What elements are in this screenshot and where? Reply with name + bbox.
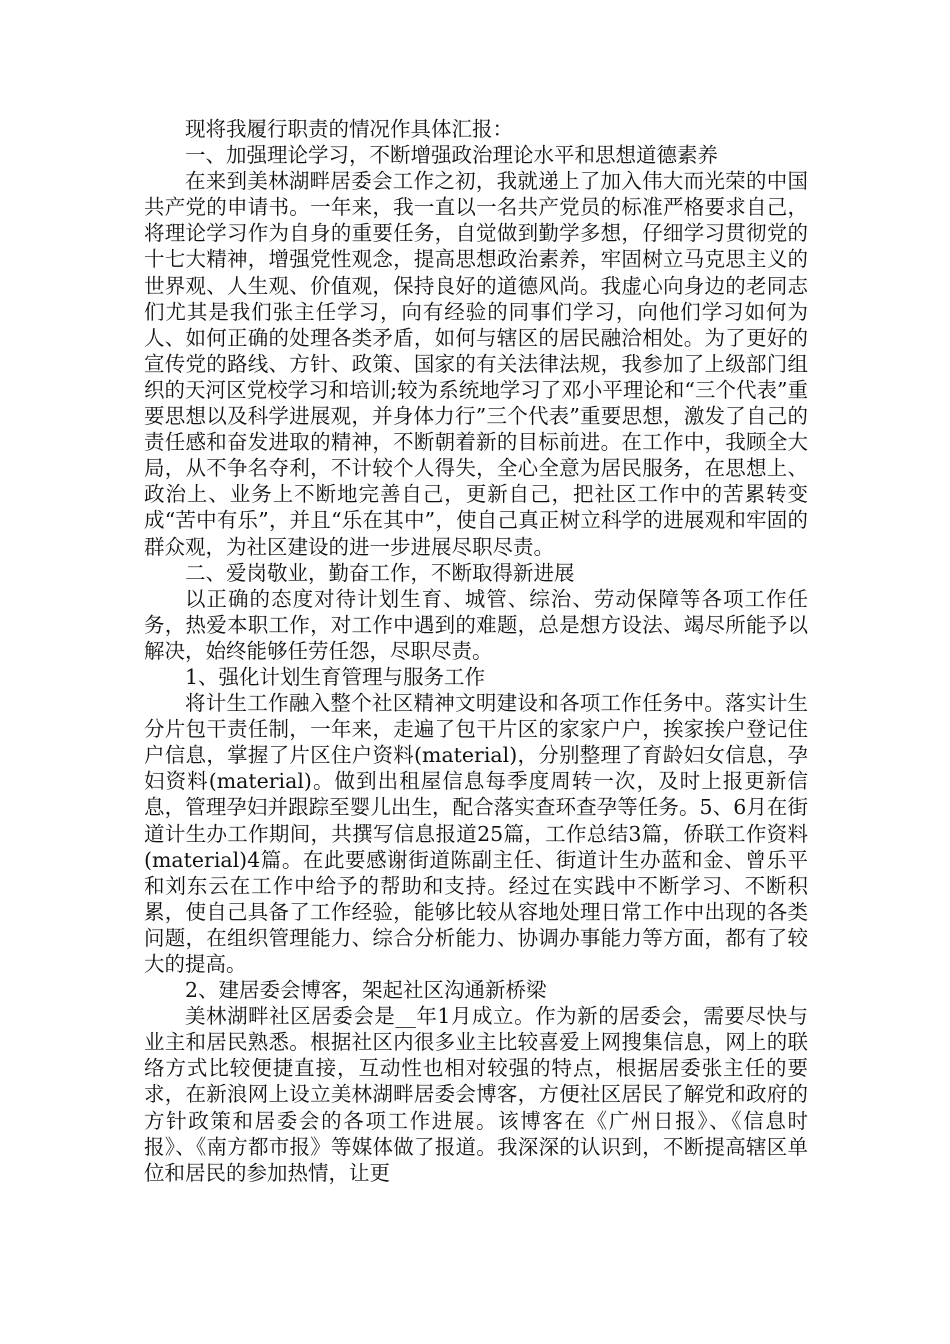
subsection-heading-1: 1、强化计划生育管理与服务工作 [185,664,486,689]
body-paragraph: 将计生工作融入整个社区精神文明建设和各项工作任务中。落实计生分片包干责任制，一年来，走遍了包干片区的家家户户，挨家挨户登记住户信息，掌握了片区住户资料(material)，分别整理了育龄妇女信息，孕妇资料(material)。做到出租屋信息每季度周转一次，及时上报更新信息，管理孕妇并跟踪至婴儿出生，配合落实查环查孕等任务。5、6月在街道计生办工作期间，共撰写信息报道25篇，工作总结3篇，侨联工作资料(material)4篇。在此要感谢街道陈副主任、街道计生办蓝和金、曾乐平和刘东云在工作中给予的帮助和支持。经过在实践中不断学习、不断积累，使自己具备了工作经验，能够比较从容地处理日常工作中出现的各类问题，在组织管理能力、综合分析能力、协调办事能力等方面，都有了较大的提高。 [144,691,808,976]
body-paragraph: 以正确的态度对待计划生育、城管、综治、劳动保障等各项工作任务，热爱本职工作，对工作中遇到的难题，总是想方设法、竭尽所能予以解决，始终能够任劳任怨，尽职尽责。 [144,586,808,663]
section-heading-2: 二、爱岗敬业，勤奋工作，不断取得新进展 [185,560,575,585]
section-heading-1: 一、加强理论学习，不断增强政治理论水平和思想道德素养 [185,143,718,168]
subsection-heading-2: 2、建居委会博客，架起社区沟通新桥梁 [185,978,547,1003]
body-paragraph: 美林湖畔社区居委会是__年1月成立。作为新的居委会，需要尽快与业主和居民熟悉。根据社区内很多业主比较喜爱上网搜集信息，网上的联络方式比较便捷直接，互动性也相对较强的特点，根据居委张主任的要求，在新浪网上设立美林湖畔居委会博客，方便社区居民了解党和政府的方针政策和居委会的各项工作进展。该博客在《广州日报》、《信息时报》、《南方都市报》等媒体做了报道。我深深的认识到，不断提高辖区单位和居民的参加热情，让更 [144,1004,808,1185]
document-page [144,116,808,1186]
intro-paragraph: 现将我履行职责的情况作具体汇报： [185,117,513,141]
body-paragraph: 在来到美林湖畔居委会工作之初，我就递上了加入伟大而光荣的中国共产党的申请书。一年来，我一直以一名共产党员的标准严格要求自己，将理论学习作为自身的重要任务，自觉做到勤学多想，仔细学习贯彻党的十七大精神，增强党性观念，提高思想政治素养，牢固树立马克思主义的世界观、人生观、价值观，保持良好的道德风尚。我虚心向身边的老同志们尤其是我们张主任学习，向有经验的同事们学习，向他们学习如何为人、如何正确的处理各类矛盾，如何与辖区的居民融洽相处。为了更好的宣传党的路线、方针、政策、国家的有关法律法规，我参加了上级部门组织的天河区党校学习和培训;较为系统地学习了邓小平理论和“三个代表”重要思想以及科学进展观，并身体力行”三个代表”重要思想，激发了自己的责任感和奋发进取的精神，不断朝着新的目标前进。在工作中，我顾全大局，从不争名夺利，不计较个人得失，全心全意为居民服务，在思想上、政治上、业务上不断地完善自己，更新自己，把社区工作中的苦累转变成“苦中有乐”，并且“乐在其中”，使自己真正树立科学的进展观和牢固的群众观，为社区建设的进一步进展尽职尽责。 [144,169,808,559]
